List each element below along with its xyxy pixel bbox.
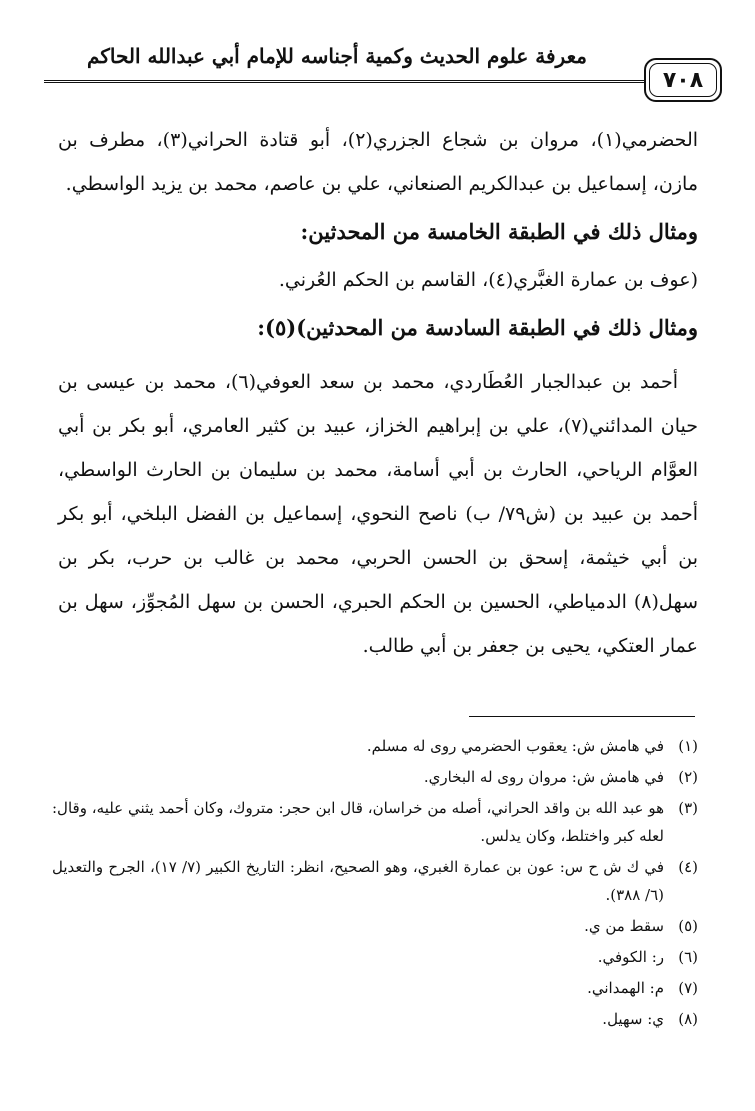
footnote [52,943,698,971]
paragraph: أحمد بن عبدالجبار العُطَاردي، محمد بن سعد العوفي(٦)، محمد بن عيسى بن حيان المدائني(٧)، علي بن إبراهيم الخزاز، عبيد بن كثير العامري، أبو بكر بن أبي العوَّام الرياحي، الحارث بن أبي أسامة، محمد بن سليمان بن الحارث الواسطي، أحمد بن عبيد بن (ش٧٩/ ب) ناصح النحوي، إسماعيل بن الفضل البلخي، أبو بكر بن أبي خيثمة، إسحق بن الحسن الحربي، محمد بن غالب بن حرب، بكر بن سهل(٨) الدمياطي، الحسين بن الحكم الحبري، الحسن بن سهل المُجوِّز، سهل بن عمار العتكي، يحيى بن جعفر بن أبي طالب. [58,371,698,657]
footnote [52,794,698,850]
footnote-text: هو عبد الله بن واقد الحراني، أصله من خراسان، قال ابن حجر: متروك، وكان أحمد يثني عليه، وقال: لعله كبر واختلط، وكان يدلس. [52,799,664,845]
page-header [44,40,722,100]
header-rule [44,80,644,83]
footnote [52,974,698,1002]
footnote-number: (٦) [678,948,698,966]
footnote-number: (٢) [678,768,698,786]
footnote-text: سقط من ي. [584,917,664,935]
page-number: ٧٠٨ [644,58,722,102]
footnote [52,853,698,909]
footnote [52,732,698,760]
footnote-text: ر: الكوفي. [597,948,664,966]
footnote-rule [469,716,695,717]
footnote [52,912,698,940]
footnote-text: م: الهمداني. [587,979,664,997]
footnote-text: في هامش ش: يعقوب الحضرمي روى له مسلم. [366,737,664,755]
main-text [58,118,698,668]
paragraph: (عوف بن عمارة الغبَّري(٤)، القاسم بن الحكم العُرني. [278,269,698,291]
footnote-number: (٤) [678,858,698,876]
footnote [52,1005,698,1033]
section-heading: ومثال ذلك في الطبقة الخامسة من المحدثين: [300,219,698,244]
section-heading: ومثال ذلك في الطبقة السادسة من المحدثين)(٥): [257,315,698,340]
footnote-text: في هامش ش: مروان روى له البخاري. [423,768,664,786]
footnote-number: (٨) [678,1010,698,1028]
footnote-number: (٥) [678,917,698,935]
paragraph: الحضرمي(١)، مروان بن شجاع الجزري(٢)، أبو قتادة الحراني(٣)، مطرف بن مازن، إسماعيل بن عبدالكريم الصنعاني، علي بن عاصم، محمد بن يزيد الواسطي. [58,129,699,195]
footnote [52,763,698,791]
running-title: معرفة علوم الحديث وكمية أجناسه للإمام أبي عبدالله الحاكم [87,44,587,68]
footnotes [52,732,698,1036]
footnote-number: (٧) [678,979,698,997]
footnote-number: (١) [678,737,698,755]
footnote-number: (٣) [678,799,698,817]
footnote-text: في ك ش ح س: عون بن عمارة الغبري، وهو الصحيح، انظر: التاريخ الكبير (٧/ ١٧)، الجرح والتعديل (٦/ ٣٨٨). [52,858,665,904]
footnote-text: ي: سهيل. [602,1010,664,1028]
